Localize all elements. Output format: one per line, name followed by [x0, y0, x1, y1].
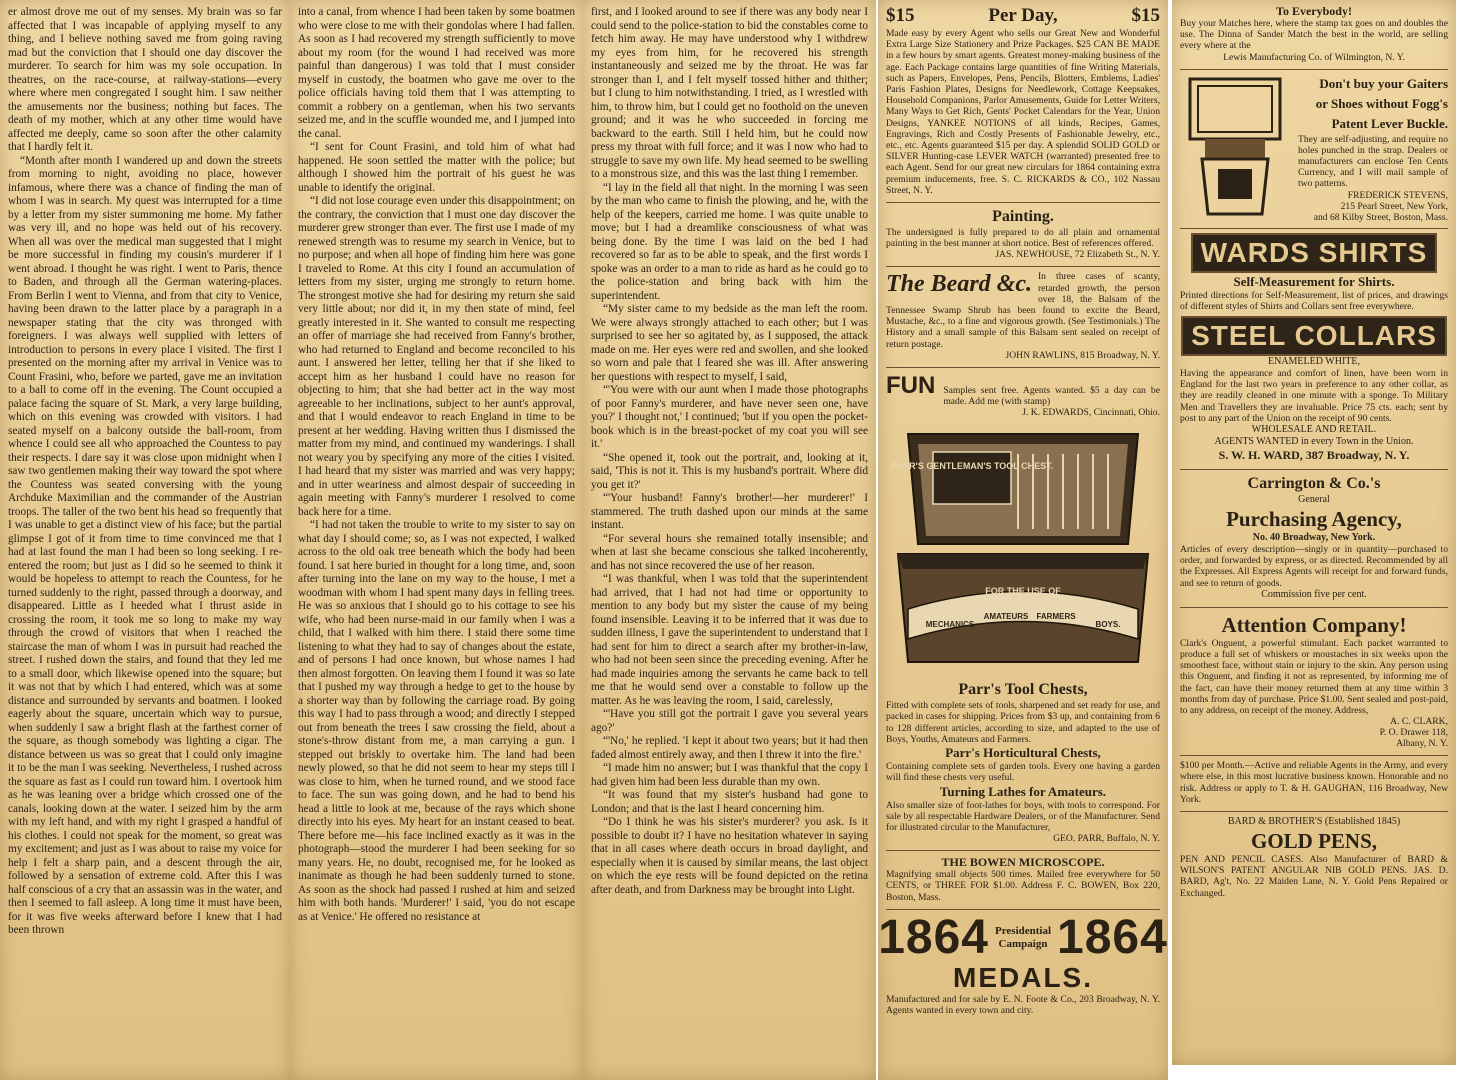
story-paragraph: “I lay in the field all that night. In the morning I was seen by the man who came to finish the plowing, and he, with the help of the keepers, carried me home. I was quite unable to move; but I had a dreamlike consciousness of what was being done. By the time I was laid on the bed I had recovered so far as to be able to speak, and the first words I spoke was an order to a man to ride as hard as he could go to the police-station and bring back with him the superintendent. — [591, 181, 868, 302]
painting-body: The undersigned is fully prepared to do all plain and ornamental painting in the best manner at short notice. Best of references offered. — [886, 227, 1160, 250]
wards-shirts-banner: WARDS SHIRTS — [1191, 233, 1438, 273]
story-clipping-1 — [0, 0, 290, 1080]
ads-column-right — [1172, 0, 1456, 1065]
story-column-1 — [0, 0, 290, 944]
story-column-3 — [583, 0, 876, 903]
story-clipping-3 — [583, 0, 876, 1080]
carrington-general: General — [1298, 494, 1330, 506]
divider — [886, 202, 1160, 203]
tool-chest-illustration — [888, 424, 1158, 674]
medals-campaign: Campaign — [998, 937, 1048, 950]
medals-presidential: Presidential — [995, 924, 1052, 937]
gaiters-title-1: Don't buy your Gaiters — [1319, 75, 1448, 91]
divider — [886, 266, 1160, 267]
microscope-ad — [886, 855, 1160, 903]
wards-agents: AGENTS WANTED in every Town in the Union. — [1214, 436, 1414, 448]
beard-signature: JOHN RAWLINS, 815 Broadway, N. Y. — [1005, 349, 1160, 361]
gaiters-title-3: Patent Lever Buckle. — [1331, 115, 1448, 131]
ribbon-top: FOR THE USE OF — [985, 586, 1061, 597]
tool-chests-ad — [886, 680, 1160, 844]
everybody-signature: Lewis Manufacturing Co. of Wilmington, N. Y. — [1223, 51, 1405, 63]
wards-body-1: Printed directions for Self-Measurement, list of prices, and drawings of different styles of Shirts and Collars sent free everywhere. — [1180, 289, 1448, 312]
lathes-signature: GEO. PARR, Buffalo, N. Y. — [1053, 833, 1160, 845]
story-paragraph: “My sister came to my bedside as the man left the room. We were always strongly attached to each other; but I was surprised to see her so agitated by, as I supposed, the attack made on me. Her eyes were red and swollen, and she looked so worn and pale that I feared she was ill. After answering her questions with respect to myself, I said, — [591, 303, 868, 383]
wards-ad — [1180, 233, 1448, 463]
story-paragraph: “I made him no answer; but I was thankful that the copy I had given him had been less durable than my own. — [591, 762, 868, 788]
gaiters-ad — [1180, 74, 1448, 224]
per-day-body: Made easy by every Agent who sells our Great New and Wonderful Extra Large Size Stationery and Prize Packages. $25 CAN BE MADE in a few hours by smart agents. Greatest money-making business of the age. Each Package contains large quantities of fine Writing Materials, such as Papers, Envelopes, Pens, Pencils, Blotters, Emblems, Ladies' Paris Fashion Plates, Designs for Needlework, Cottage Keepsakes, Household Companions, Parlor Amusements, Guide for Letter Writers, Many Ways to Get Rich, Gents' Pocket Calendars for the Year, Union Designs, YANKEE NOTIONS of all kinds, Recipes, Games, Engravings, Rich and Costly Presents of Fashionable Jewelry, etc., etc., etc. Agents guaranteed $15 per day. A splendid SOLID GOLD or SILVER Hunting-case LEVER WATCH (warranted) presented free to each Agent. Send for our great new circulars for 1864 containing extra premium inducements, free. S. C. RICKARDS & CO., 102 Nassau Street, N. Y. — [886, 28, 1160, 196]
carrington-agency: Purchasing Agency, — [1226, 507, 1402, 532]
story-paragraph: first, and I looked around to see if there was any body near I could send to the police-station to bid the constables come to fetch him away. He may have understood why I withdrew my eyes from him, for he recovered his strength instantaneously and seized me by the throat. He was far stronger than I, and I felt myself tossed hither and thither; but I clung to him notwithstanding. I tried, as I wrestled with him, to throw him, but I could get no foothold on the uneven ground; and it was he who succeeded in forcing me backward to the earth. Still I held him, but he could now press my throat with full force; and it was I now who had to struggle to save my own life. My head seemed to be swelling to a monstrous size, and this was the last thing I remember. — [591, 6, 868, 180]
tool-chest-icon — [888, 424, 1158, 674]
horticultural-body: Containing complete sets of garden tools. Every one having a garden will find these chests very useful. — [886, 761, 1160, 784]
story-clipping-2 — [290, 0, 583, 1080]
divider — [886, 850, 1160, 851]
everybody-ad — [1180, 4, 1448, 63]
per-day-headline: Per Day, — [988, 5, 1058, 26]
gold-pens-title: GOLD PENS, — [1250, 829, 1378, 854]
lathes-title: Turning Lathes for Amateurs. — [939, 783, 1107, 799]
story-paragraph: er almost drove me out of my senses. My brain was so far affected that I was incapable of applying myself to any thing, and I believe nothing saved me from going raving mad but the conviction that I should one day discover the murderer. To search for him was my sole occupation. In theatres, on the race-course, at railway-stations—every where where men congregated I sought him. I saw neither the amusements nor the business; nothing but faces. The death of my mother, which at any other time would have affected me deeply, came so soon after the other calamity that I hardly felt it. — [8, 6, 282, 153]
per-day-amount: $15 — [1131, 5, 1160, 26]
story-paragraph: “'Have you still got the portrait I gave you several years ago?' — [591, 708, 868, 734]
attention-signature-1: A. C. CLARK, — [1390, 716, 1448, 728]
ribbon-amateurs: AMATEURS — [983, 612, 1029, 622]
wards-body-2: Having the appearance and comfort of linen, have been worn in England for the last two years in preference to any other collar, as they are readily cleaned in one minute with a sponge. To Military Men and Travellers they are invaluable. Price 75 cts. each; sent by post to any part of the Union on the receipt of 90 cents. — [1180, 368, 1448, 424]
story-paragraph: “Do I think he was his sister's murderer? you ask. Is it possible to doubt it? I have no hesitation whatever in saying that in all cases where death occurs in broad daylight, and especially when it is caused by similar means, the last object on which the eye rests will be found depicted on the retina after death, and from Darkness may be brought into Light. — [591, 816, 868, 896]
attention-body: Clark's Onguent, a powerful stimulant. Each packet warranted to produce a full set of whiskers or moustaches in six weeks upon the smoothest face, without stain or injury to the skin. Any person using this Onguent, and finding it not as represented, by informing me of the fact, can have their money returned them at any time within 3 months from day of purchase. Price $1.00. Sent sealed and post-paid, to any address, on receipt of the money. Address, — [1180, 637, 1448, 717]
fun-body: Samples sent free. Agents wanted. $5 a day can be made. Add me (with stamp) — [943, 384, 1160, 408]
microscope-title: THE BOWEN MICROSCOPE. — [941, 855, 1105, 870]
story-paragraph: “I was thankful, when I was told that the superintendent had arrived, that I had not had time or opportunity to mention to any body but my sister the cause of my being found insensible. Leaving it to be inferred that it was due to sudden illness, I gave the superintendent to understand that I had sent for him to direct a search after my brother-in-law, who had not been seen since the preceding evening. After he had made inquiries among the servants he came back to tell me that he would send over a constable to follow up the matter. As he was leaving the room, I said, carelessly, — [591, 573, 868, 707]
tool-chests-title: Parr's Tool Chests, — [958, 681, 1088, 699]
medals-body: Manufactured and for sale by E. N. Foote & Co., 203 Broadway, N. Y. Agents wanted in every town and city. — [886, 993, 1160, 1016]
gold-pens-header: BARD & BROTHER'S (Established 1845) — [1227, 816, 1401, 828]
story-paragraph: “Month after month I wandered up and down the streets from morning to night, avoiding no place, however infamous, where there was a chance of finding the man of whom I was in search. My quest was interrupted for a time by a letter from my sister summoning me home. My father was very ill, and no hope was held out of his recovery. When all was over the medical man suggested that I might be more successful in finding my cousin's murderer if I went abroad. I thought he was right. I went to Paris, thence to Baden, and through all the German watering-places. From Berlin I went to Vienna, and from that city to Venice, having been drawn to the latter place by a paragraph in a newspaper stating that the city was thronged with foreigners. I was always well supplied with letters of introduction to persons in every place I visited. The first I presented on the morning after my arrival in Venice was to Count Frasini, who, before we parted, gave me an invitation to a ball to come off in the evening. The Count occupied a palace facing the square of St. Mark, a very large building, which on this evening was crowded with visitors. I had seated myself on a balcony outside the ball-room, from whence I could see all who approached the Countess to pay their respects. I dare say it was close upon midnight when I saw two gentlemen making their way toward the spot where the Countess was seated conversing with the young Archduke Maximilian and the commander of the Austrian troops. The taller of the two bent his head so frequently that I was unable to get a distinct view of his face; but the partial glimpse I got of it from time to time convinced me that I had at last found the man I had been so long seeking. I re-entered the room; but just as I did so he seemed to think it would be hopeless to attempt to reach the Countess, for he turned suddenly to the right, passed through a doorway, and disappeared. Little as I heeded what I thrust aside in crossing the room, it took me so long to make my way through the crowd of visitors that when I reached the staircase the man of whom I was in pursuit had reached the street. I rushed down the stairs, and found that they led me to a small door, which likewise opened into the square; but it was not that by which I had entered, which was at some distance and surrounded by servants and boatmen. I looked eagerly about the square, uncertain which way to pursue, when suddenly I saw a bright flash at the farthest corner of the square, as though somebody was lighting a cigar. The distance between us was so great that I could only imagine it to be the man I was seeking. Nevertheless, I rushed across the square as fast as I could run toward him. I overtook him as he was leaning over a bridge which crossed one of the canals, looking down at the water. I seized him by the arm with my left hand, and with my right I grasped a handful of his clothes. I could not speak for the moment, so great was my excitement; and just as I was about to raise my voice for help I felt a sharp pain, and a descent through the air, followed by a sensation of extreme cold. After this I was half conscious of a cry that an assassin was in the water, and then I seemed to fall asleep. A long time it must have been, for it was five weeks afterward before I knew that I had been thrown — [8, 154, 282, 936]
painting-signature: JAS. NEWHOUSE, 72 Elizabeth St., N. Y. — [995, 249, 1160, 261]
wards-enamel: ENAMELED WHITE, — [1267, 356, 1361, 368]
story-paragraph: “'No,' he replied. 'I kept it about two years; but it had then faded almost entirely away, and then I threw it into the fire.' — [591, 735, 868, 761]
per-day-heading — [886, 4, 1160, 28]
per-day-ad — [886, 4, 1160, 196]
beard-body: In three cases of scanty, retarded growth, the person over 18, the Balsam of the Tennessee Swamp Shrub has been found to excite the Beard, Mustache, &c., to a fine and vigorous growth. (See Testimonials.) The History and a small sample of this Balsam sent sealed on receipt of return postage. — [886, 271, 1160, 350]
divider — [1180, 69, 1448, 70]
story-paragraph: “For several hours she remained totally insensible; and when at last she became conscious she talked incoherently, and has not since recovered the use of her reason. — [591, 532, 868, 572]
microscope-body: Magnifying small objects 500 times. Mailed free everywhere for 50 CENTS, or THREE FOR $1.00. Address F. C. BOWEN, Box 220, Boston, Mass. — [886, 869, 1160, 903]
gaiters-body: They are self-adjusting, and require no holes punched in the strap. Dealers or manufacturers can enclose Ten Cents Currency, and I will mail sample of two patterns. — [1298, 133, 1448, 190]
everybody-body: Buy your Matches here, where the stamp tax goes on and doubles the use. The Dinna of Sander Match the best in the world, are selling every where at the — [1180, 18, 1448, 52]
gold-pens-ad — [1180, 816, 1448, 899]
divider — [886, 367, 1160, 368]
fun-signature: J. K. EDWARDS, Cincinnati, Ohio. — [1022, 407, 1160, 419]
wards-signature: S. W. H. WARD, 387 Broadway, N. Y. — [1218, 448, 1410, 463]
divider — [1180, 228, 1448, 229]
horticultural-title: Parr's Horticultural Chests, — [945, 745, 1101, 761]
tool-chests-body: Fitted with complete sets of tools, sharpened and set ready for use, and packed in cases for shipping. Prices from $3 up, and containing from 6 to 128 different articles, according to size, and adapted to the use of Boys, Youths, Amateurs and Farmers. — [886, 700, 1160, 745]
medals-title: MEDALS. — [953, 961, 1093, 993]
per-day-amount: $15 — [886, 5, 915, 26]
ribbon-mechanics: MECHANICS — [925, 620, 975, 630]
attention-ad — [1180, 612, 1448, 749]
painting-ad — [886, 207, 1160, 260]
carrington-commission: Commission five per cent. — [1261, 588, 1367, 600]
gaiter-buckle-icon — [1180, 74, 1290, 224]
divider — [1180, 811, 1448, 812]
lid-label: PARR'S GENTLEMAN'S TOOL CHEST. — [890, 461, 1054, 472]
story-paragraph: into a canal, from whence I had been taken by some boatmen who were close to me with their gondolas where I had fallen. As soon as I had recovered my strength sufficiently to move about my room (for the wound I had received was more painful than dangerous) I was told that I must consider myself in custody, the boatmen who gave me over to the police officials having told them that I was attempting to commit a robbery on a gentleman, when his two servants seized me, and in the scuffle wounded me, and I jumped into the canal. — [298, 6, 575, 140]
medals-year-right: 1864 — [1057, 910, 1168, 964]
carrington-title: Carrington & Co.'s — [1247, 475, 1381, 493]
story-paragraph: “I did not lose courage even under this disappointment; on the contrary, the conviction that I must one day discover the murderer grew stronger than ever. The first use I made of my renewed strength was to resume my search in Venice, but to no purpose; and when all hope of finding him here was gone I traveled to Rome. At this city I found an accumulation of letters from my sister, urging me strongly to return home. The strongest motive she had for desiring my return she said very little about; nor did it, in my then state of mind, feel greatly interested in it. She wanted to consult me respecting an offer of marriage she had received from Fanny's brother, who had returned to England and become reconciled to his aunt. I answered her letter, telling her that if she liked to accept him as her husband I could have no reason for objecting to him; that she had better act in the way most agreeable to her inclinations, subject to her aunt's approval, and that I would endeavor to reach England in time to be present at her wedding. Having written thus I dismissed the matter from my mind, and continued my wanderings. I shall not weary you by specifying any more of the cities I visited. I had heard that my sister was married and was very happy; and in utter weariness and almost despair of succeeding in again meeting with Fanny's murderer I resolved to come back here for a time. — [298, 195, 575, 518]
gaiters-signature-3: and 68 Kilby Street, Boston, Mass. — [1313, 211, 1448, 223]
ads-column-left — [878, 0, 1168, 1080]
per-month-body: $100 per Month.—Active and reliable Agents in the Army, and every where else, in this most lucrative business known. Honorable and no risk. Address or apply to T. & H. GAUGHAN, 116 Broadway, New York. — [1180, 760, 1448, 805]
carrington-ad — [1180, 474, 1448, 601]
beard-logo: The Beard &c. — [886, 271, 1032, 298]
medals-ad — [878, 910, 1168, 1016]
fun-word: FUN — [886, 371, 936, 399]
lathes-body: Also smaller size of foot-lathes for boys, with tools to correspond. For sale by all respectable Hardware Dealers, or of the Manufacturer. Send for illustrated circular to the Manufacturer, — [886, 799, 1160, 833]
per-month-ad — [1180, 760, 1448, 805]
divider — [1180, 755, 1448, 756]
wards-subtitle: Self-Measurement for Shirts. — [1233, 273, 1395, 289]
story-paragraph: “I sent for Count Frasini, and told him of what had happened. He soon settled the matter with the police; but although I showed him the portrait of his guest he was unable to identify the original. — [298, 141, 575, 194]
ribbon-farmers: FARMERS — [1036, 612, 1076, 622]
fun-ad — [886, 372, 1160, 418]
divider — [886, 909, 1160, 910]
story-paragraph: “She opened it, took out the portrait, and, looking at it, said, 'This is not it. This is my husband's portrait. Where did you get it?' — [591, 451, 868, 491]
medals-year-left: 1864 — [878, 910, 989, 964]
story-column-2 — [290, 0, 583, 930]
story-paragraph: “It was found that my sister's husband had gone to London; and that is the last I heard concerning him. — [591, 789, 868, 815]
carrington-address: No. 40 Broadway, New York. — [1252, 532, 1376, 544]
attention-title: Attention Company! — [1221, 612, 1407, 637]
beard-ad — [886, 271, 1160, 360]
everybody-title: To Everybody! — [1276, 4, 1352, 18]
painting-title: Painting. — [992, 208, 1054, 226]
story-paragraph: “'You were with our aunt when I made those photographs of poor Fanny's murderer, and have never seen one, have you?' I thought not,' I continued; 'but if you open the pocket-book which is in the breast-pocket of my coat you will see it.' — [591, 384, 868, 450]
attention-signature-3: Albany, N. Y. — [1396, 738, 1448, 750]
gaiters-signature-2: 215 Pearl Street, New York, — [1340, 200, 1448, 212]
steel-collars-banner: STEEL COLLARS — [1181, 316, 1447, 356]
divider — [1180, 607, 1448, 608]
gaiters-title-2: or Shoes without Fogg's — [1315, 95, 1448, 111]
divider — [1180, 469, 1448, 470]
carrington-body: Articles of every description—singly or in quantity—purchased to order, and forwarded by express, or as directed. Recommended by all the Expresses. All Express Agents will receipt for and forward funds, and see to return of goods. — [1180, 544, 1448, 589]
gaiters-signature-1: FREDERICK STEVENS, — [1347, 189, 1448, 201]
gold-pens-body: PEN AND PENCIL CASES. Also Manufacturer of BARD & WILSON'S PATENT ANGULAR NIB GOLD PENS. JAS. D. BARD, Ag't, No. 22 Maiden Lane, N. Y. Gold Pens Repaired or Exchanged. — [1180, 854, 1448, 899]
story-paragraph: “I had not taken the trouble to write to my sister to say on what day I should come; so, as I was not expected, I walked across to the old oak tree beneath which the body had been found. I sat here buried in thought for a long time, and, soon after turning into the lane on my way to the house, I met a woodman with whom I had spent many days in felling trees. He was so anxious that I should go to his cottage to see his wife, who had been nurse-maid in our family when I was a child, that I walked with him there. I staid there some time listening to what they had to say of changes about the estate, and of persons I had once known, but whose names I had then almost forgotten. On leaving them I found it was so late that I pushed my way through a hedge to get to the house by a shorter way than by following the carriage road. By going this way I had to pass through a wood; and directly I stepped out from beneath the trees I saw crossing the field, about a stone's-throw distant from me, a man carrying a gun. I stepped out briskly to overtake him. The land had been newly plowed, so that he did not seem to hear my steps till I was close to him, when he turned round, and we stood face to face. The sun was going down, and he had to bend his head a little to look at me, because of the rays which shone directly into his eyes. My heart for an instant ceased to beat. There before me—his face inclined exactly as it was in the photograph—stood the murderer I had been seeking for so many years. He, no doubt, recognised me, for he looked as inanimate as though he had been suddenly turned to stone. As soon as the shock had passed I rushed at him and seized him with both hands. 'Murderer!' I said, 'you do not escape as at Venice.' He offered no resistance at — [298, 519, 575, 923]
attention-signature-2: P. O. Drawer 118, — [1379, 727, 1448, 739]
wards-wholesale: WHOLESALE AND RETAIL. — [1251, 424, 1377, 436]
story-paragraph: “'Your husband! Fanny's brother!—her murderer!' I stammered. The truth dashed upon our minds at the same instant. — [591, 492, 868, 531]
ribbon-boys: BOYS. — [1095, 620, 1121, 630]
